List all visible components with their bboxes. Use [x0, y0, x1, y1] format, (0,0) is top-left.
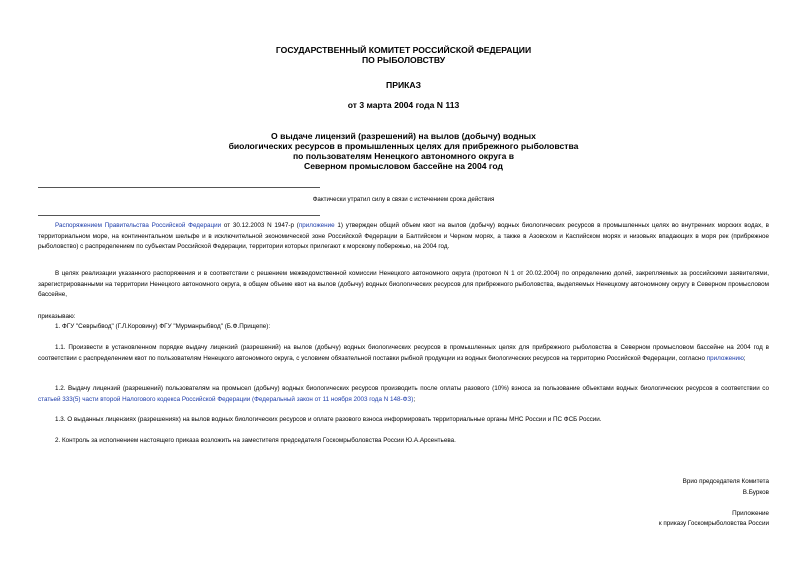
- doc-date: от 3 марта 2004 года N 113: [347, 100, 460, 110]
- paragraph-item-1-1: 1.1. Произвести в установленном порядке выдачу лицензий (разрешений) на вылов (добычу) водных биологических ресурсов в промышленных целях для прибрежного рыболовства в Северном промысловом бассейне на 2004 год в соответствии с распределением квот по пользователям Ненецкого автономного округа, с условием обязательной поставки рыбной продукции из водных биологических ресурсов на территорию Российской Федерации, согласно приложению;: [38, 344, 769, 362]
- appendix-reference: к приказу Госкомрыболовства России: [658, 520, 769, 527]
- divider-bottom: [38, 215, 320, 216]
- paragraph-item-2: 2. Контроль за исполнением настоящего приказа возложить на заместителя председателя Госкомрыболовства России Ю.А.Арсентьева.: [55, 437, 456, 444]
- org-line-1: ГОСУДАРСТВЕННЫЙ КОМИТЕТ РОССИЙСКОЙ ФЕДЕРАЦИИ: [275, 45, 532, 55]
- link-tax-code[interactable]: статьей 333(5) части второй Налогового кодекса Российской Федерации (Федеральный закон от 11 ноября 2003 года N 148-ФЗ): [38, 395, 414, 403]
- paragraph-purpose: В целях реализации указанного распоряжения и в соответствии с решением межведомственной комиссии Ненецкого автономного округа (протокол N 1 от 20.02.2004) по определению долей, закрепляемых за российскими заявителями, зарегистрированными на территории Ненецкого автономного округа, в общем объеме квот на вылов (добычу) водных биологических ресурсов для прибрежного рыболовства, выделяемых Ненецкому автономному округу в Северном промысловом бассейне,: [38, 270, 769, 298]
- appendix-label: Приложение: [732, 510, 769, 517]
- link-appendix-1[interactable]: приложение: [298, 222, 335, 229]
- paragraph-order: приказываю:: [38, 313, 76, 320]
- title-line-2: биологических ресурсов в промышленных целях для прибрежного рыболовства: [228, 141, 579, 151]
- doc-type: ПРИКАЗ: [386, 80, 421, 90]
- link-government-order[interactable]: Распоряжением Правительства Российской Федерации: [55, 222, 222, 229]
- title-line-1: О выдаче лицензий (разрешений) на вылов (добычу) водных: [271, 131, 536, 141]
- signature-name: В.Бурков: [742, 489, 769, 496]
- title-line-3: по пользователям Ненецкого автономного округа в: [292, 151, 515, 161]
- paragraph-item-1-2: 1.2. Выдачу лицензий (разрешений) пользователям на промысел (добычу) водных биологических ресурсов производить после оплаты разового (10%) взноса за пользование объектами водных биологических ресурсов в соответствии со статьей 333(5) части второй Налогового кодекса Российской Федерации (Федеральный закон от 11 ноября 2003 года N 148-ФЗ);: [38, 385, 769, 403]
- title-line-4: Северном промысловом бассейне на 2004 год: [304, 161, 503, 171]
- signature-position: Врио председателя Комитета: [682, 478, 769, 485]
- divider-top: [38, 187, 320, 188]
- paragraph-item-1: 1. ФГУ "Севрыбвод" (Г.Л.Коровину) ФГУ "Мурманрыбвод" (Б.Ф.Прищепе):: [55, 323, 271, 330]
- status-note: Фактически утратил силу в связи с истечением срока действия: [312, 196, 495, 203]
- paragraph-preamble: Распоряжением Правительства Российской Федерации от 30.12.2003 N 1947-р (приложение 1) утвержден общий объем квот на вылов (добычу) водных биологических ресурсов в промышленных целях во внутренних морских водах, в территориальном море, на континентальном шельфе и в исключительной экономической зоне Российской Федерации в Балтийском и Черном морях, а также в Азовском и Каспийском морях и низовьях впадающих в моря рек (прибрежное рыболовство) с распределением по субъектам Российской Федерации, территории которых прилегают к морскому побережью, на 2004 год.: [38, 222, 769, 250]
- org-line-2: ПО РЫБОЛОВСТВУ: [361, 55, 446, 65]
- paragraph-item-1-3: 1.3. О выданных лицензиях (разрешениях) на вылов водных биологических ресурсов и оплате разового взноса информировать территориальные органы МНС России и ПС ФСБ России.: [55, 416, 602, 423]
- link-appendix[interactable]: приложению: [706, 354, 744, 362]
